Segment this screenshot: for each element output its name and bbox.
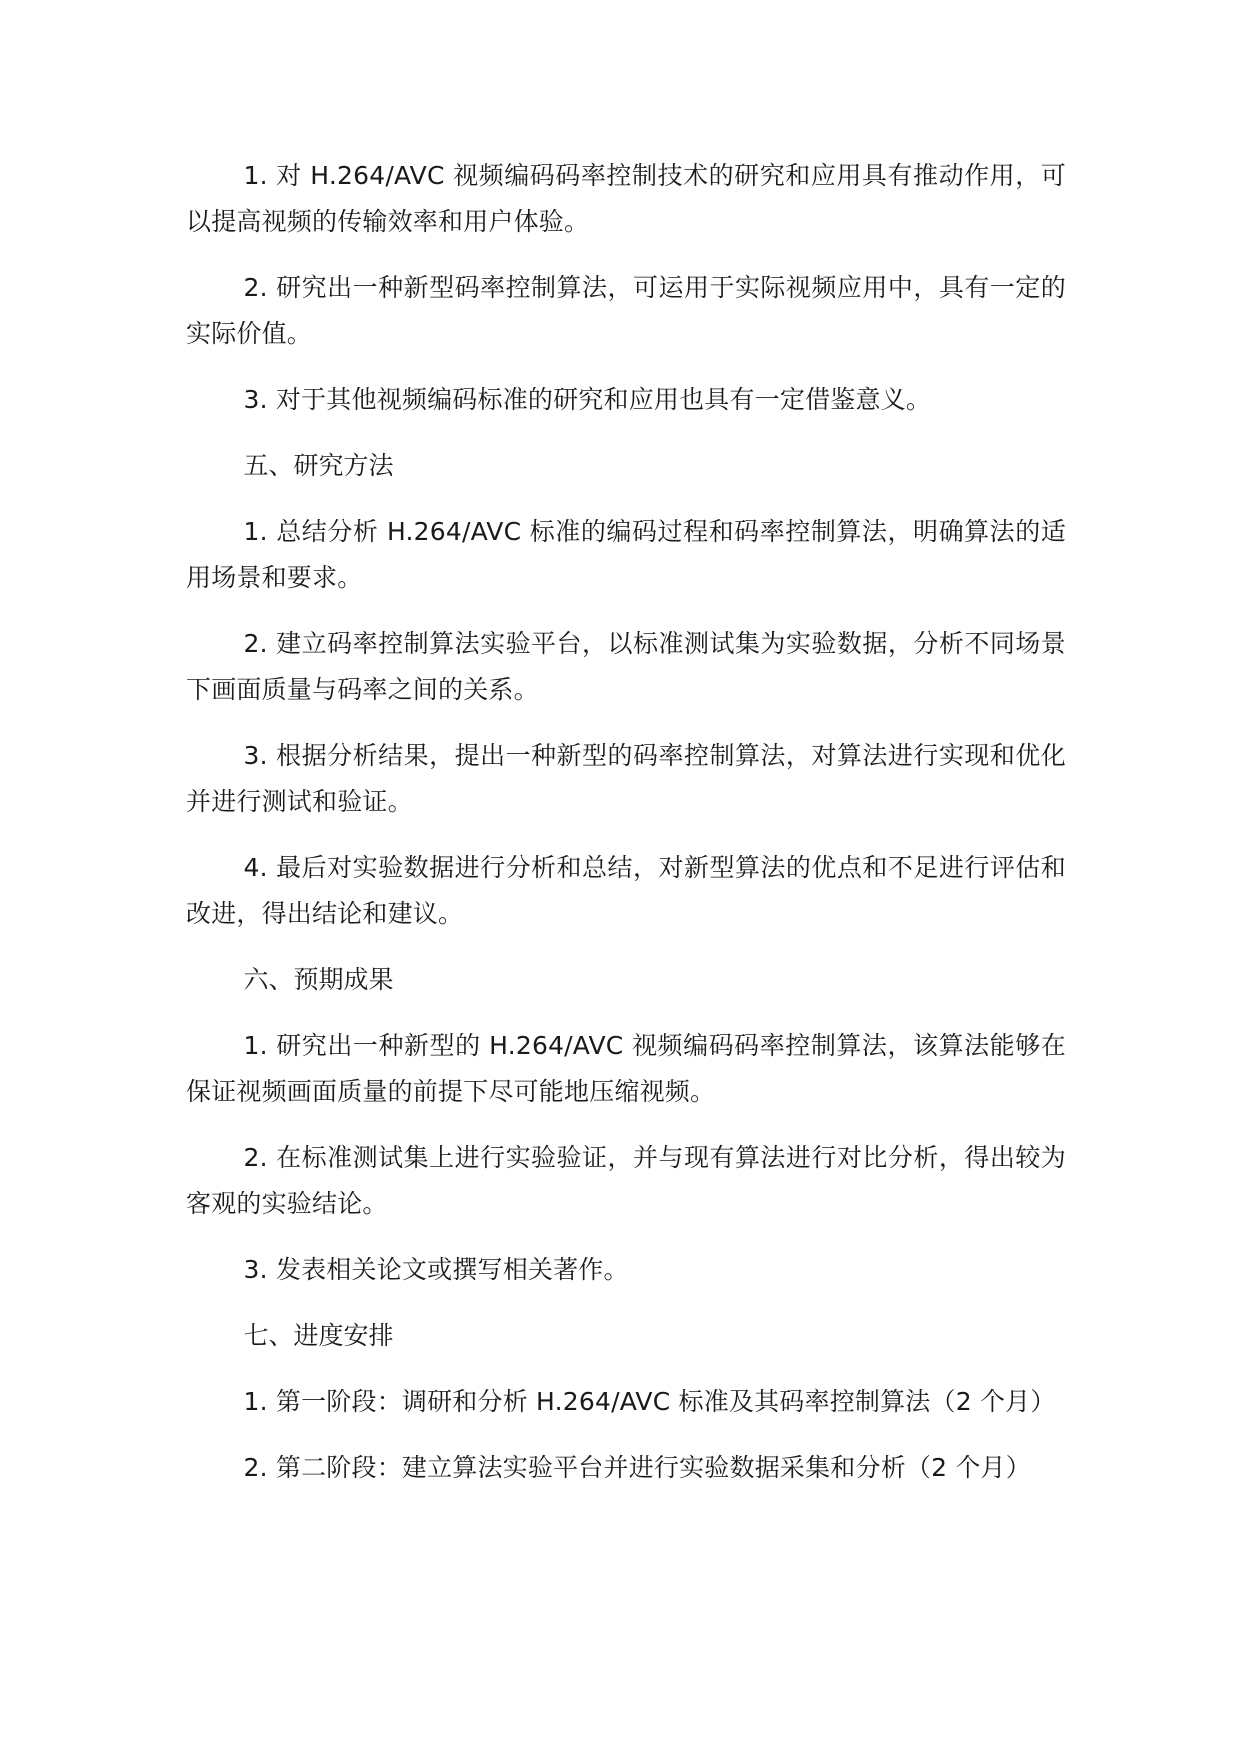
paragraph-method-1: 1. 总结分析 H.264/AVC 标准的编码过程和码率控制算法，明确算法的适用场景和要求。: [186, 517, 1066, 592]
section-heading-methods: 五、研究方法: [243, 451, 394, 480]
section-heading-schedule: 七、进度安排: [243, 1321, 394, 1350]
paragraph-outcome-3: 3. 发表相关论文或撰写相关著作。: [243, 1255, 629, 1284]
paragraph-schedule-1: 1. 第一阶段：调研和分析 H.264/AVC 标准及其码率控制算法（2 个月）: [243, 1387, 1056, 1416]
paragraph-schedule-2: 2. 第二阶段：建立算法实验平台并进行实验数据采集和分析（2 个月）: [243, 1453, 1031, 1482]
document-body: [186, 153, 1066, 1511]
paragraph-method-4: 4. 最后对实验数据进行分析和总结，对新型算法的优点和不足进行评估和改进，得出结论和建议。: [186, 853, 1066, 928]
paragraph-significance-2: 2. 研究出一种新型码率控制算法，可运用于实际视频应用中，具有一定的实际价值。: [186, 273, 1066, 348]
paragraph-method-2: 2. 建立码率控制算法实验平台，以标准测试集为实验数据，分析不同场景下画面质量与码率之间的关系。: [186, 629, 1066, 704]
paragraph-outcome-1: 1. 研究出一种新型的 H.264/AVC 视频编码码率控制算法，该算法能够在保证视频画面质量的前提下尽可能地压缩视频。: [186, 1031, 1066, 1106]
paragraph-outcome-2: 2. 在标准测试集上进行实验验证，并与现有算法进行对比分析，得出较为客观的实验结论。: [186, 1143, 1066, 1218]
section-heading-outcomes: 六、预期成果: [243, 965, 394, 994]
paragraph-method-3: 3. 根据分析结果，提出一种新型的码率控制算法，对算法进行实现和优化并进行测试和验证。: [186, 741, 1066, 816]
paragraph-significance-3: 3. 对于其他视频编码标准的研究和应用也具有一定借鉴意义。: [243, 385, 932, 414]
paragraph-significance-1: 1. 对 H.264/AVC 视频编码码率控制技术的研究和应用具有推动作用，可以提高视频的传输效率和用户体验。: [186, 161, 1066, 236]
